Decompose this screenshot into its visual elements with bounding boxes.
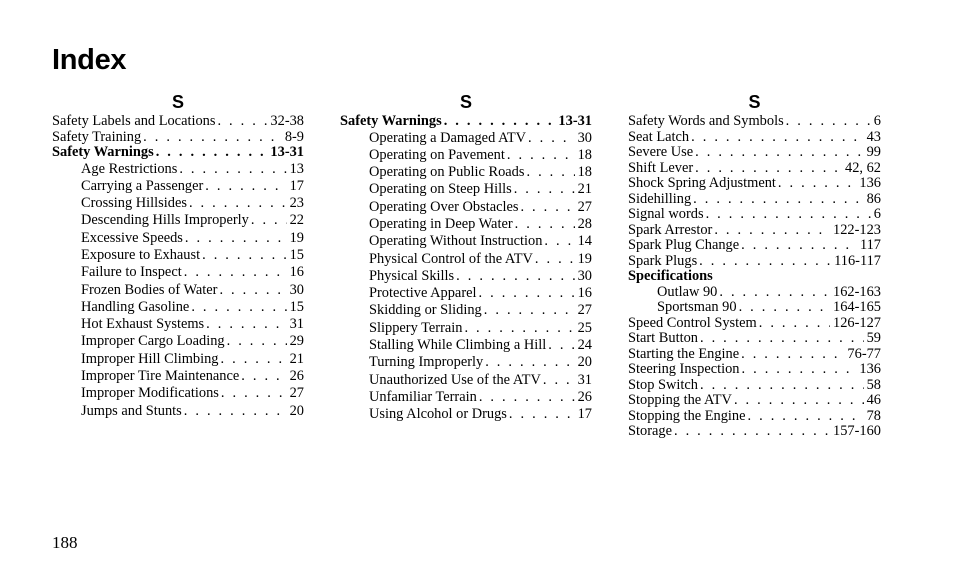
entry-page-numbers: 27 bbox=[289, 385, 304, 402]
entry-label: Handling Gasoline bbox=[81, 298, 190, 315]
index-subentry bbox=[340, 389, 592, 406]
entry-page-numbers: 20 bbox=[577, 354, 592, 371]
entry-page-numbers: 26 bbox=[289, 368, 304, 385]
dot-leader bbox=[746, 409, 864, 425]
entry-page-numbers: 162-163 bbox=[833, 284, 881, 300]
index-subentry bbox=[52, 247, 304, 264]
entry-page-numbers: 13-31 bbox=[558, 114, 592, 129]
entry-label: Unauthorized Use of the ATV bbox=[369, 371, 541, 388]
entry-page-numbers: 21 bbox=[289, 350, 304, 367]
entry-label: Safety Warnings bbox=[340, 114, 442, 129]
index-subentry bbox=[340, 216, 592, 233]
index-subentry bbox=[340, 164, 592, 181]
entry-label: Improper Modifications bbox=[81, 385, 219, 402]
entry-label: Physical Skills bbox=[369, 267, 455, 284]
entry-label: Spark Plugs bbox=[628, 253, 698, 269]
entry-label: Signal words bbox=[628, 207, 704, 222]
dot-leader bbox=[737, 300, 830, 316]
entry-label: Severe Use bbox=[628, 145, 694, 160]
index-entry bbox=[628, 130, 881, 146]
entry-label: Jumps and Stunts bbox=[81, 402, 182, 419]
entry-page-numbers: 117 bbox=[859, 238, 881, 253]
dot-leader bbox=[518, 199, 574, 216]
dot-leader bbox=[187, 195, 287, 212]
index-subentry bbox=[52, 282, 304, 299]
dot-leader bbox=[533, 251, 575, 268]
entry-page-numbers: 15 bbox=[289, 246, 304, 263]
entry-label: Unfamiliar Terrain bbox=[369, 388, 477, 405]
index-subentry bbox=[52, 403, 304, 420]
index-subentry bbox=[340, 268, 592, 285]
index-entry bbox=[628, 316, 881, 332]
index-entry bbox=[628, 378, 881, 394]
dot-leader bbox=[182, 264, 287, 281]
index-subentry bbox=[340, 251, 592, 268]
entry-label: Turning Improperly bbox=[369, 354, 484, 371]
entry-label: Carrying a Passenger bbox=[81, 177, 204, 194]
index-subentry bbox=[52, 264, 304, 281]
index-entry bbox=[628, 254, 881, 270]
index-subentry bbox=[340, 233, 592, 250]
entry-page-numbers: 27 bbox=[577, 198, 592, 215]
dot-leader bbox=[219, 385, 287, 402]
dot-leader bbox=[693, 161, 842, 177]
index-subentry bbox=[52, 333, 304, 350]
entry-label: Stopping the ATV bbox=[628, 393, 732, 408]
index-entry bbox=[52, 145, 304, 161]
entry-label: Speed Control System bbox=[628, 315, 757, 331]
entry-page-numbers: 13-31 bbox=[270, 145, 304, 160]
dot-leader bbox=[739, 347, 844, 363]
dot-leader bbox=[477, 389, 575, 406]
index-entry bbox=[628, 347, 881, 363]
entry-page-numbers: 136 bbox=[859, 362, 881, 377]
dot-leader bbox=[757, 316, 830, 332]
entry-label: Operating Over Obstacles bbox=[369, 198, 519, 215]
entry-page-numbers: 30 bbox=[577, 267, 592, 284]
entry-page-numbers: 22 bbox=[289, 212, 304, 229]
index-entry bbox=[628, 409, 881, 425]
index-subentry bbox=[340, 285, 592, 302]
entry-page-numbers: 8-9 bbox=[284, 129, 304, 145]
entry-page-numbers: 18 bbox=[577, 164, 592, 181]
index-subentry bbox=[340, 130, 592, 147]
index-subentry bbox=[340, 181, 592, 198]
entry-page-numbers: 27 bbox=[577, 302, 592, 319]
dot-leader bbox=[732, 393, 864, 409]
entry-page-numbers: 19 bbox=[289, 229, 304, 246]
index-entry bbox=[628, 393, 881, 409]
index-entry bbox=[628, 207, 881, 223]
dot-leader bbox=[189, 299, 286, 316]
index-subentry bbox=[340, 354, 592, 371]
index-subentry bbox=[340, 147, 592, 164]
entry-page-numbers: 24 bbox=[577, 337, 592, 354]
entry-page-numbers: 15 bbox=[289, 298, 304, 315]
entry-page-numbers: 136 bbox=[859, 176, 881, 191]
dot-leader bbox=[483, 354, 574, 371]
index-subentry bbox=[628, 300, 881, 316]
entry-page-numbers: 31 bbox=[577, 371, 592, 388]
dot-leader bbox=[141, 130, 282, 146]
entry-label: Crossing Hillsides bbox=[81, 195, 187, 212]
dot-leader bbox=[505, 147, 575, 164]
dot-leader bbox=[239, 368, 286, 385]
entry-page-numbers: 46 bbox=[866, 393, 881, 408]
entry-page-numbers: 86 bbox=[866, 191, 881, 207]
entry-page-numbers: 30 bbox=[577, 129, 592, 146]
index-entry bbox=[52, 130, 304, 146]
entry-label: Hot Exhaust Systems bbox=[81, 316, 205, 333]
entry-label: Steering Inspection bbox=[628, 362, 740, 377]
index-subentry bbox=[52, 178, 304, 195]
index-subentry bbox=[340, 406, 592, 423]
index-column-1 bbox=[52, 92, 304, 420]
dot-leader bbox=[217, 282, 286, 299]
dot-leader bbox=[512, 181, 575, 198]
dot-leader bbox=[182, 403, 287, 420]
entry-page-numbers: 58 bbox=[866, 377, 881, 393]
dot-leader bbox=[462, 320, 574, 337]
entry-page-numbers: 29 bbox=[289, 333, 304, 350]
index-entry bbox=[628, 331, 881, 347]
dot-leader bbox=[526, 130, 575, 147]
entry-label: Outlaw 90 bbox=[657, 284, 718, 300]
dot-leader bbox=[204, 316, 286, 333]
index-entry bbox=[628, 223, 881, 239]
entry-label: Operating on Pavement bbox=[369, 146, 505, 163]
dot-leader bbox=[541, 372, 575, 389]
entry-page-numbers: 25 bbox=[577, 319, 592, 336]
index-entry bbox=[628, 424, 881, 440]
entry-label: Safety Training bbox=[52, 129, 142, 145]
dot-leader bbox=[477, 285, 575, 302]
entry-label: Improper Tire Maintenance bbox=[81, 368, 240, 385]
entry-page-numbers: 19 bbox=[577, 250, 592, 267]
dot-leader bbox=[219, 351, 287, 368]
dot-leader bbox=[693, 145, 863, 161]
dot-leader bbox=[691, 192, 863, 208]
dot-leader bbox=[542, 233, 574, 250]
index-subentry bbox=[52, 385, 304, 402]
entry-label: Operating Without Instruction bbox=[369, 233, 543, 250]
index-subentry bbox=[52, 195, 304, 212]
dot-leader bbox=[203, 178, 286, 195]
index-entry bbox=[628, 192, 881, 208]
entry-page-numbers: 76-77 bbox=[847, 346, 881, 362]
entry-label: Exposure to Exhaust bbox=[81, 246, 201, 263]
dot-leader bbox=[704, 207, 871, 223]
index-entry-list bbox=[628, 114, 881, 440]
entry-label: Age Restrictions bbox=[81, 160, 178, 177]
index-entry bbox=[340, 114, 592, 130]
entry-page-numbers: 18 bbox=[577, 146, 592, 163]
dot-leader bbox=[776, 176, 856, 192]
entry-label: Safety Warnings bbox=[52, 145, 154, 160]
entry-label: Excessive Speeds bbox=[81, 229, 183, 246]
entry-label: Shock Spring Adjustment bbox=[628, 176, 776, 191]
index-subentry bbox=[52, 212, 304, 229]
dot-leader bbox=[784, 114, 871, 130]
entry-page-numbers: 13 bbox=[289, 160, 304, 177]
index-entry bbox=[628, 238, 881, 254]
dot-leader bbox=[200, 247, 287, 264]
entry-label: Using Alcohol or Drugs bbox=[369, 406, 507, 423]
entry-label: Improper Cargo Loading bbox=[81, 333, 225, 350]
entry-label: Descending Hills Improperly bbox=[81, 212, 249, 229]
index-subentry bbox=[52, 299, 304, 316]
entry-label: Stopping the Engine bbox=[628, 408, 746, 424]
index-subentry bbox=[52, 368, 304, 385]
entry-page-numbers: 6 bbox=[873, 207, 881, 222]
entry-page-numbers: 164-165 bbox=[833, 300, 881, 315]
entry-page-numbers: 21 bbox=[577, 181, 592, 198]
index-entry-list bbox=[340, 114, 592, 424]
index-subentry bbox=[340, 372, 592, 389]
entry-label: Operating on Steep Hills bbox=[369, 181, 512, 198]
dot-leader bbox=[717, 285, 830, 301]
entry-label: Stop Switch bbox=[628, 377, 698, 393]
entry-label: Sportsman 90 bbox=[657, 300, 737, 315]
entry-label: Spark Plug Change bbox=[628, 238, 740, 253]
dot-leader bbox=[183, 230, 287, 247]
entry-page-numbers: 59 bbox=[866, 331, 881, 346]
dot-leader bbox=[154, 145, 268, 161]
entry-page-numbers: 42, 62 bbox=[845, 160, 881, 176]
index-subentry bbox=[340, 320, 592, 337]
entry-label: Starting the Engine bbox=[628, 346, 740, 362]
index-subentry bbox=[340, 337, 592, 354]
entry-label: Operating in Deep Water bbox=[369, 215, 513, 232]
entry-page-numbers: 20 bbox=[289, 402, 304, 419]
dot-leader bbox=[454, 268, 574, 285]
dot-leader bbox=[697, 254, 831, 270]
dot-leader bbox=[546, 337, 574, 354]
entry-page-numbers: 23 bbox=[289, 195, 304, 212]
dot-leader bbox=[225, 333, 287, 350]
index-entry bbox=[628, 269, 881, 285]
entry-label: Seat Latch bbox=[628, 129, 690, 145]
entry-label: Operating on Public Roads bbox=[369, 164, 525, 181]
entry-label: Spark Arrestor bbox=[628, 222, 713, 238]
index-subentry bbox=[52, 161, 304, 178]
entry-label: Stalling While Climbing a Hill bbox=[369, 337, 547, 354]
entry-label: Specifications bbox=[628, 269, 713, 284]
dot-leader bbox=[689, 130, 863, 146]
index-column-3 bbox=[628, 92, 881, 440]
entry-label: Physical Control of the ATV bbox=[369, 250, 533, 267]
index-entry bbox=[628, 161, 881, 177]
entry-label: Improper Hill Climbing bbox=[81, 350, 219, 367]
entry-page-numbers: 17 bbox=[577, 406, 592, 423]
entry-page-numbers: 14 bbox=[577, 233, 592, 250]
entry-label: Shift Lever bbox=[628, 160, 694, 176]
entry-label: Skidding or Sliding bbox=[369, 302, 482, 319]
entry-page-numbers: 122-123 bbox=[833, 222, 881, 238]
index-subentry bbox=[628, 285, 881, 301]
index-entry bbox=[628, 145, 881, 161]
entry-page-numbers: 16 bbox=[577, 285, 592, 302]
entry-label: Operating a Damaged ATV bbox=[369, 129, 527, 146]
column-letter: S bbox=[171, 92, 184, 112]
entry-page-numbers: 17 bbox=[289, 177, 304, 194]
entry-page-numbers: 43 bbox=[866, 129, 881, 145]
entry-label: Slippery Terrain bbox=[369, 319, 463, 336]
entry-label: Safety Labels and Locations bbox=[52, 114, 216, 129]
entry-page-numbers: 32-38 bbox=[270, 114, 304, 129]
entry-page-numbers: 31 bbox=[289, 316, 304, 333]
index-subentry bbox=[52, 230, 304, 247]
index-subentry bbox=[52, 351, 304, 368]
dot-leader bbox=[249, 212, 287, 229]
index-entry bbox=[52, 114, 304, 130]
index-column-2 bbox=[340, 92, 592, 424]
dot-leader bbox=[513, 216, 575, 233]
dot-leader bbox=[482, 302, 575, 319]
entry-page-numbers: 16 bbox=[289, 264, 304, 281]
dot-leader bbox=[215, 114, 267, 130]
dot-leader bbox=[524, 164, 574, 181]
entry-page-numbers: 26 bbox=[577, 388, 592, 405]
dot-leader bbox=[507, 406, 575, 423]
entry-page-numbers: 99 bbox=[866, 145, 881, 160]
entry-page-numbers: 126-127 bbox=[833, 315, 881, 331]
page-title: Index bbox=[52, 44, 127, 76]
entry-label: Protective Apparel bbox=[369, 285, 477, 302]
index-subentry bbox=[52, 316, 304, 333]
index-entry-list bbox=[52, 114, 304, 420]
entry-label: Safety Words and Symbols bbox=[628, 114, 784, 129]
dot-leader bbox=[712, 223, 830, 239]
dot-leader bbox=[698, 331, 864, 347]
index-subentry bbox=[340, 199, 592, 216]
entry-label: Start Button bbox=[628, 331, 698, 346]
entry-page-numbers: 28 bbox=[577, 215, 592, 232]
entry-page-numbers: 116-117 bbox=[834, 253, 881, 269]
entry-label: Sidehilling bbox=[628, 191, 692, 207]
page-number: 188 bbox=[52, 533, 78, 552]
dot-leader bbox=[442, 114, 556, 130]
index-subentry bbox=[340, 302, 592, 319]
entry-page-numbers: 157-160 bbox=[833, 424, 881, 439]
index-entry bbox=[628, 176, 881, 192]
dot-leader bbox=[698, 378, 864, 394]
entry-page-numbers: 30 bbox=[289, 281, 304, 298]
dot-leader bbox=[672, 424, 830, 440]
dot-leader bbox=[740, 362, 857, 378]
index-entry bbox=[628, 362, 881, 378]
dot-leader bbox=[739, 238, 857, 254]
entry-label: Storage bbox=[628, 424, 672, 439]
index-entry bbox=[628, 114, 881, 130]
column-letter: S bbox=[459, 92, 472, 112]
column-letter: S bbox=[748, 92, 761, 112]
entry-page-numbers: 78 bbox=[866, 408, 881, 424]
entry-label: Failure to Inspect bbox=[81, 264, 182, 281]
entry-page-numbers: 6 bbox=[873, 114, 881, 129]
entry-label: Frozen Bodies of Water bbox=[81, 281, 218, 298]
dot-leader bbox=[177, 161, 286, 178]
